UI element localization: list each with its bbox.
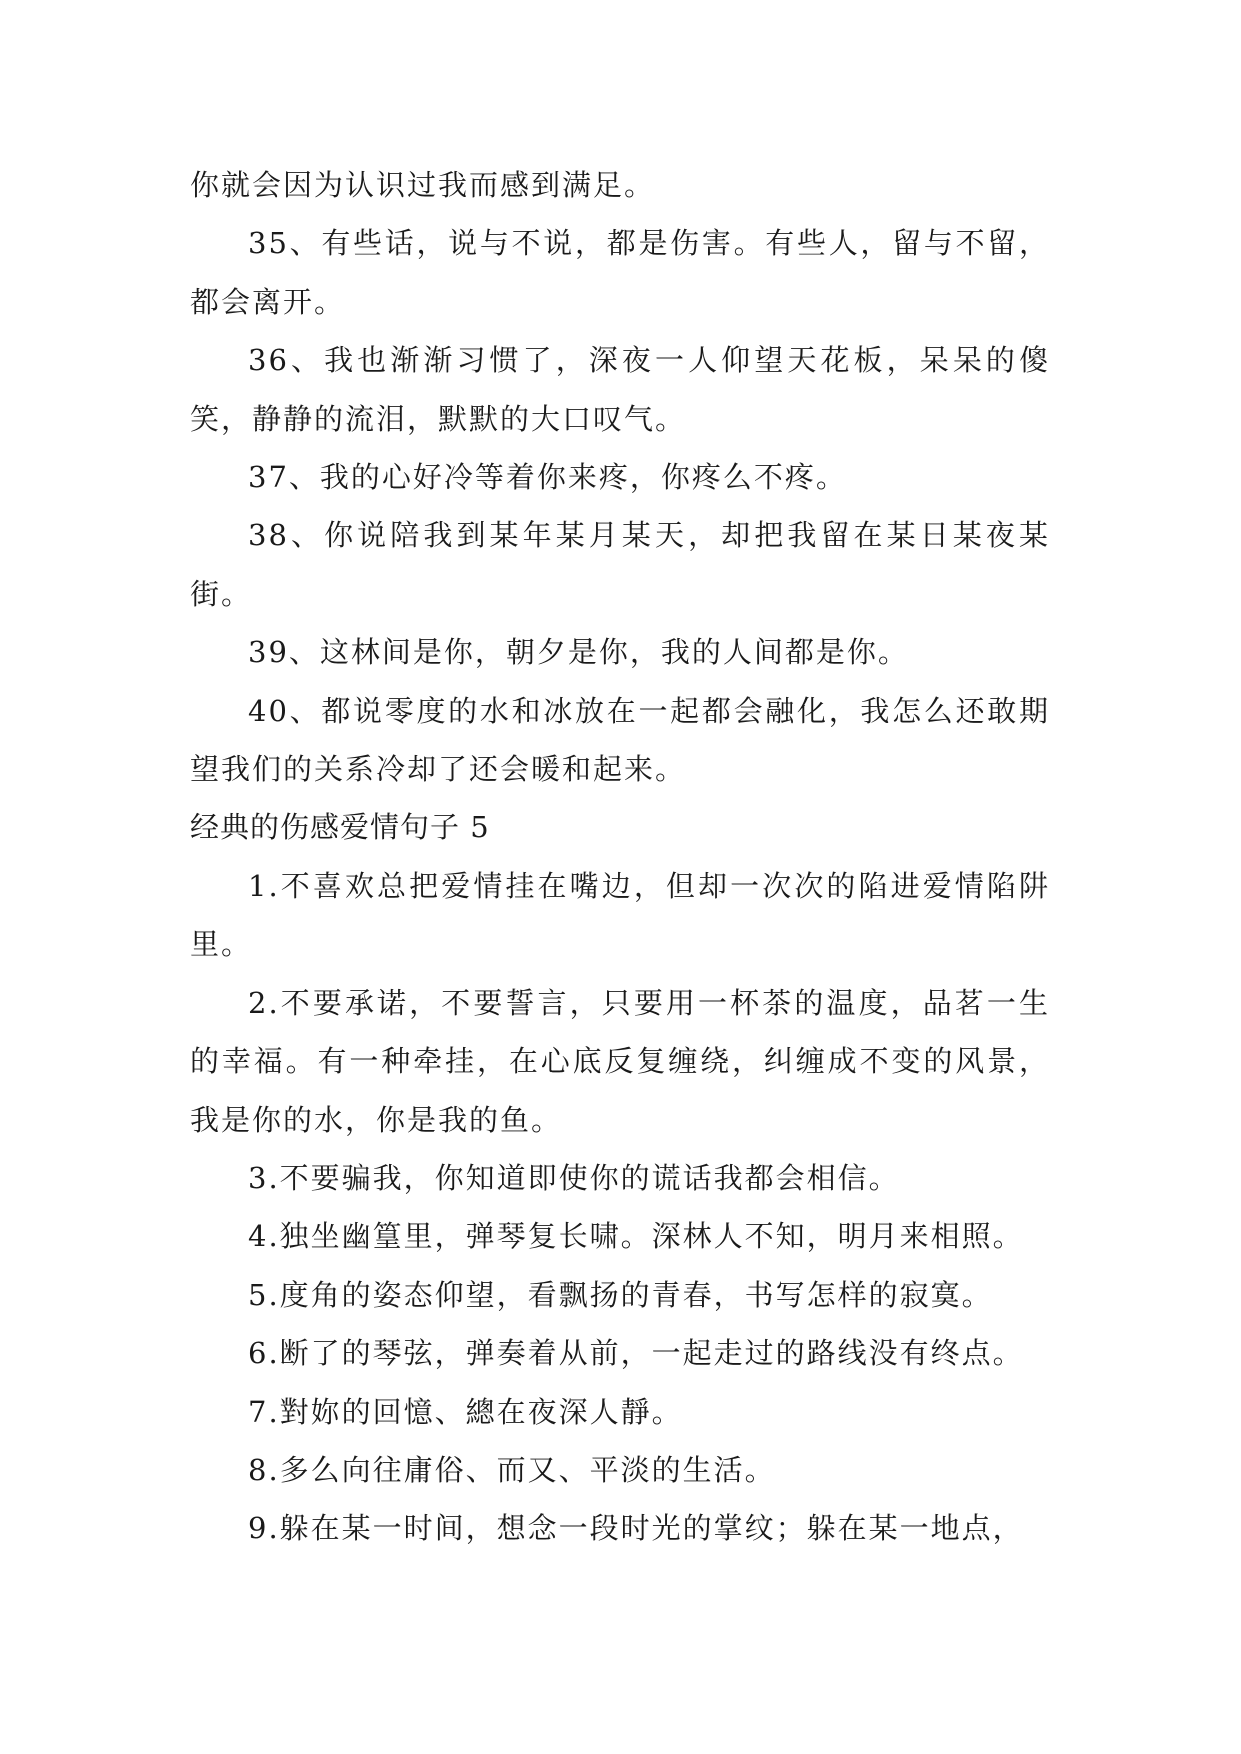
list-item-3: 3.不要骗我，你知道即使你的谎话我都会相信。 bbox=[248, 1160, 900, 1195]
list-item-6: 6.断了的琴弦，弹奏着从前，一起走过的路线没有终点。 bbox=[248, 1336, 1024, 1371]
list-item-35: 35、有些话，说与不说，都是伤害。有些人，留与不留，都会离开。 bbox=[190, 226, 1050, 319]
list-item-40: 40、都说零度的水和冰放在一起都会融化，我怎么还敢期望我们的关系冷却了还会暖和起来。 bbox=[190, 693, 1050, 787]
list-item-2: 2.不要承诺，不要誓言，只要用一杯茶的温度，品茗一生的幸福。有一种牵挂，在心底反复缠绕，纠缠成不变的风景，我是你的水，你是我的鱼。 bbox=[190, 985, 1050, 1137]
list-item-5: 5.度角的姿态仰望，看飘扬的青春，书写怎样的寂寞。 bbox=[248, 1277, 993, 1312]
list-item-36: 36、我也渐渐习惯了，深夜一人仰望天花板，呆呆的傻笑，静静的流泪，默默的大口叹气。 bbox=[190, 343, 1050, 436]
list-item-9: 9.躲在某一时间，想念一段时光的掌纹；躲在某一地点， bbox=[248, 1511, 1024, 1546]
list-item-1: 1.不喜欢总把爱情挂在嘴边，但却一次次的陷进爱情陷阱里。 bbox=[190, 868, 1050, 962]
list-item-37: 37、我的心好冷等着你来疼，你疼么不疼。 bbox=[248, 460, 847, 495]
list-item-4: 4.独坐幽篁里，弹琴复长啸。深林人不知，明月来相照。 bbox=[248, 1219, 1024, 1254]
section-heading: 经典的伤感爱情句子 5 bbox=[190, 810, 490, 845]
list-item-39: 39、这林间是你，朝夕是你，我的人间都是你。 bbox=[248, 635, 909, 670]
list-item-38: 38、你说陪我到某年某月某天，却把我留在某日某夜某街。 bbox=[190, 518, 1050, 611]
document-body bbox=[190, 156, 1050, 1558]
list-item-8: 8.多么向往庸俗、而又、平淡的生活。 bbox=[248, 1452, 776, 1487]
lead-fragment: 你就会因为认识过我而感到满足。 bbox=[190, 168, 656, 202]
list-item-7: 7.對妳的回憶、總在夜深人靜。 bbox=[248, 1394, 683, 1429]
